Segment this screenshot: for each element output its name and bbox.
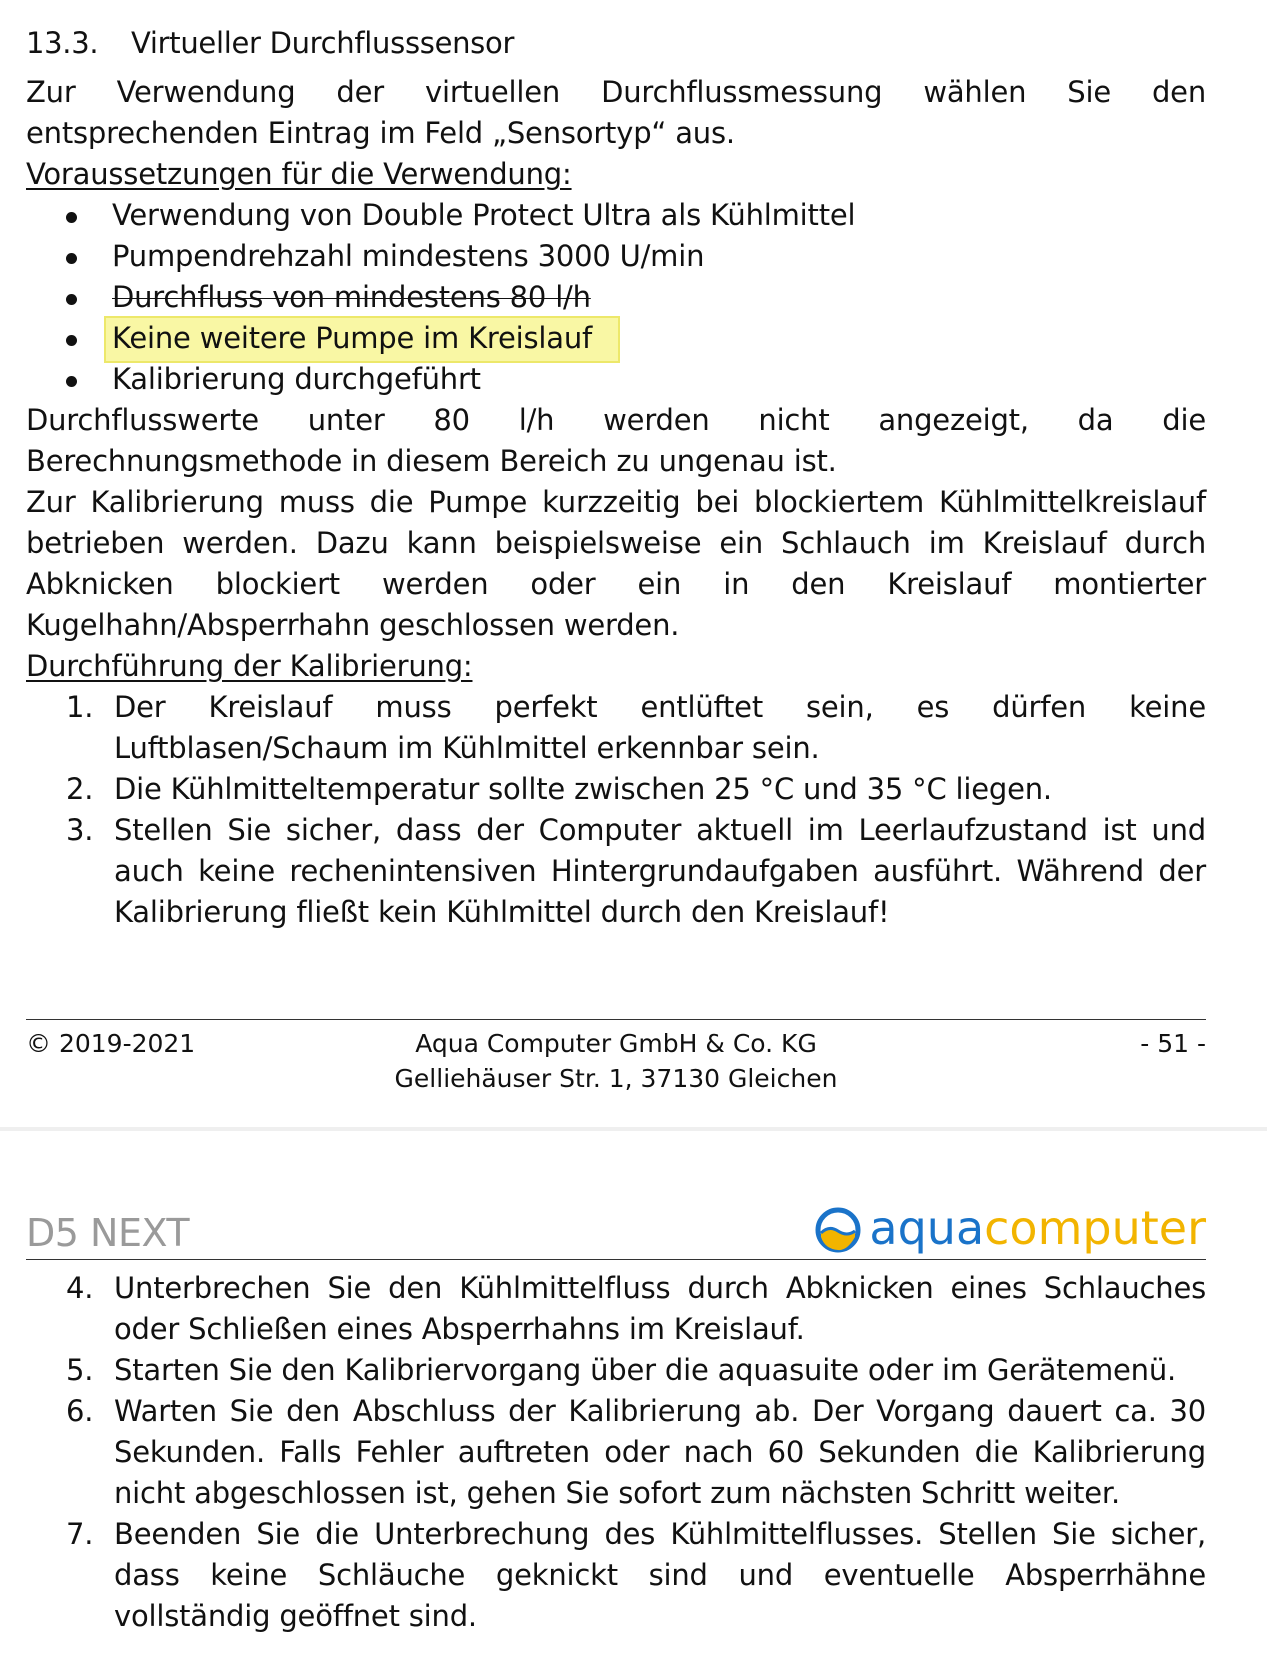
aquacomputer-logo xyxy=(815,1203,1206,1253)
footer-page-number: - 51 - xyxy=(1140,1029,1206,1058)
page-52 xyxy=(26,1268,1206,1637)
calibration-note: Zur Kalibrierung muss die Pumpe kurzzeitig bei blockiertem Kühlmittelkreislauf betrieben werden. Dazu kann beispielsweise ein Schlauch im Kreislauf durch Abknicken blockiert werden oder ein in den Kreislauf montierter Kugelhahn/Absperrhahn geschlossen werden. xyxy=(26,485,1206,642)
step-item: 1. Der Kreislauf muss perfekt entlüftet sein, es dürfen keine Luftblasen/Schaum im Kühlmittel erkennbar sein. xyxy=(66,690,1206,765)
product-name: D5 NEXT xyxy=(26,1211,190,1255)
footer-address: Gelliehäuser Str. 1, 37130 Gleichen xyxy=(394,1064,838,1093)
list-item: Verwendung von Double Protect Ultra als Kühlmittel xyxy=(112,195,1206,236)
bullet-icon xyxy=(66,253,77,264)
step-item: 4. Unterbrechen Sie den Kühlmittelfluss durch Abknicken eines Schlauches oder Schließen eines Absperrhahns im Kreislauf. xyxy=(66,1271,1206,1346)
bullet-icon xyxy=(66,335,77,346)
requirements-heading: Voraussetzungen für die Verwendung: xyxy=(26,157,572,191)
list-item-struck: Durchfluss von mindestens 80 l/h xyxy=(112,277,1206,318)
flow-note: Durchflusswerte unter 80 l/h werden nicht angezeigt, da die Berechnungsmethode in diesem Bereich zu ungenau ist. xyxy=(26,403,1206,478)
water-drop-logo-icon xyxy=(815,1207,861,1253)
procedure-steps-2 xyxy=(26,1268,1206,1637)
step-item: 2. Die Kühlmitteltemperatur sollte zwischen 25 °C und 35 °C liegen. xyxy=(66,772,1052,806)
logo-word-aqua: aqua xyxy=(869,1201,985,1255)
bullet-icon xyxy=(66,212,77,223)
section-number: 13.3. xyxy=(26,26,99,60)
page-header xyxy=(26,1185,1206,1260)
list-item: Pumpendrehzahl mindestens 3000 U/min xyxy=(112,236,1206,277)
list-item-highlighted: Keine weitere Pumpe im Kreislauf xyxy=(112,318,1206,359)
section-heading xyxy=(26,18,1206,68)
footer-copyright: © 2019-2021 xyxy=(26,1029,196,1058)
footer-company: Aqua Computer GmbH & Co. KG xyxy=(415,1029,817,1058)
requirements-list xyxy=(26,195,1206,400)
logo-word-computer: computer xyxy=(984,1201,1206,1255)
step-item: 3. Stellen Sie sicher, dass der Computer aktuell im Leerlaufzustand ist und auch keine rechenintensiven Hintergrundaufgaben ausführt. Während der Kalibrierung fließt kein Kühlmittel durch den Kreislauf! xyxy=(66,813,1206,929)
intro-paragraph: Zur Verwendung der virtuellen Durchflussmessung wählen Sie den entsprechenden Eintrag im Feld „Sensortyp“ aus. xyxy=(26,75,1206,150)
step-item: 7. Beenden Sie die Unterbrechung des Kühlmittelflusses. Stellen Sie sicher, dass keine Schläuche geknickt sind und eventuelle Absperrhähne vollständig geöffnet sind. xyxy=(66,1517,1206,1633)
bullet-icon xyxy=(66,294,77,305)
procedure-steps-1 xyxy=(26,687,1206,933)
list-item: Kalibrierung durchgeführt xyxy=(112,359,1206,400)
step-item: 5. Starten Sie den Kalibriervorgang über die aquasuite oder im Gerätemenü. xyxy=(66,1353,1177,1387)
page-footer xyxy=(26,1019,1206,1096)
bullet-icon xyxy=(66,376,77,387)
procedure-heading: Durchführung der Kalibrierung: xyxy=(26,649,473,683)
section-title: Virtueller Durchflusssensor xyxy=(131,26,515,60)
page-51 xyxy=(26,18,1206,933)
step-item: 6. Warten Sie den Abschluss der Kalibrierung ab. Der Vorgang dauert ca. 30 Sekunden. Falls Fehler auftreten oder nach 60 Sekunden die Kalibrierung nicht abgeschlossen ist, gehen Sie sofort zum nächsten Schritt weiter. xyxy=(66,1394,1206,1510)
page-separator xyxy=(0,1127,1267,1131)
